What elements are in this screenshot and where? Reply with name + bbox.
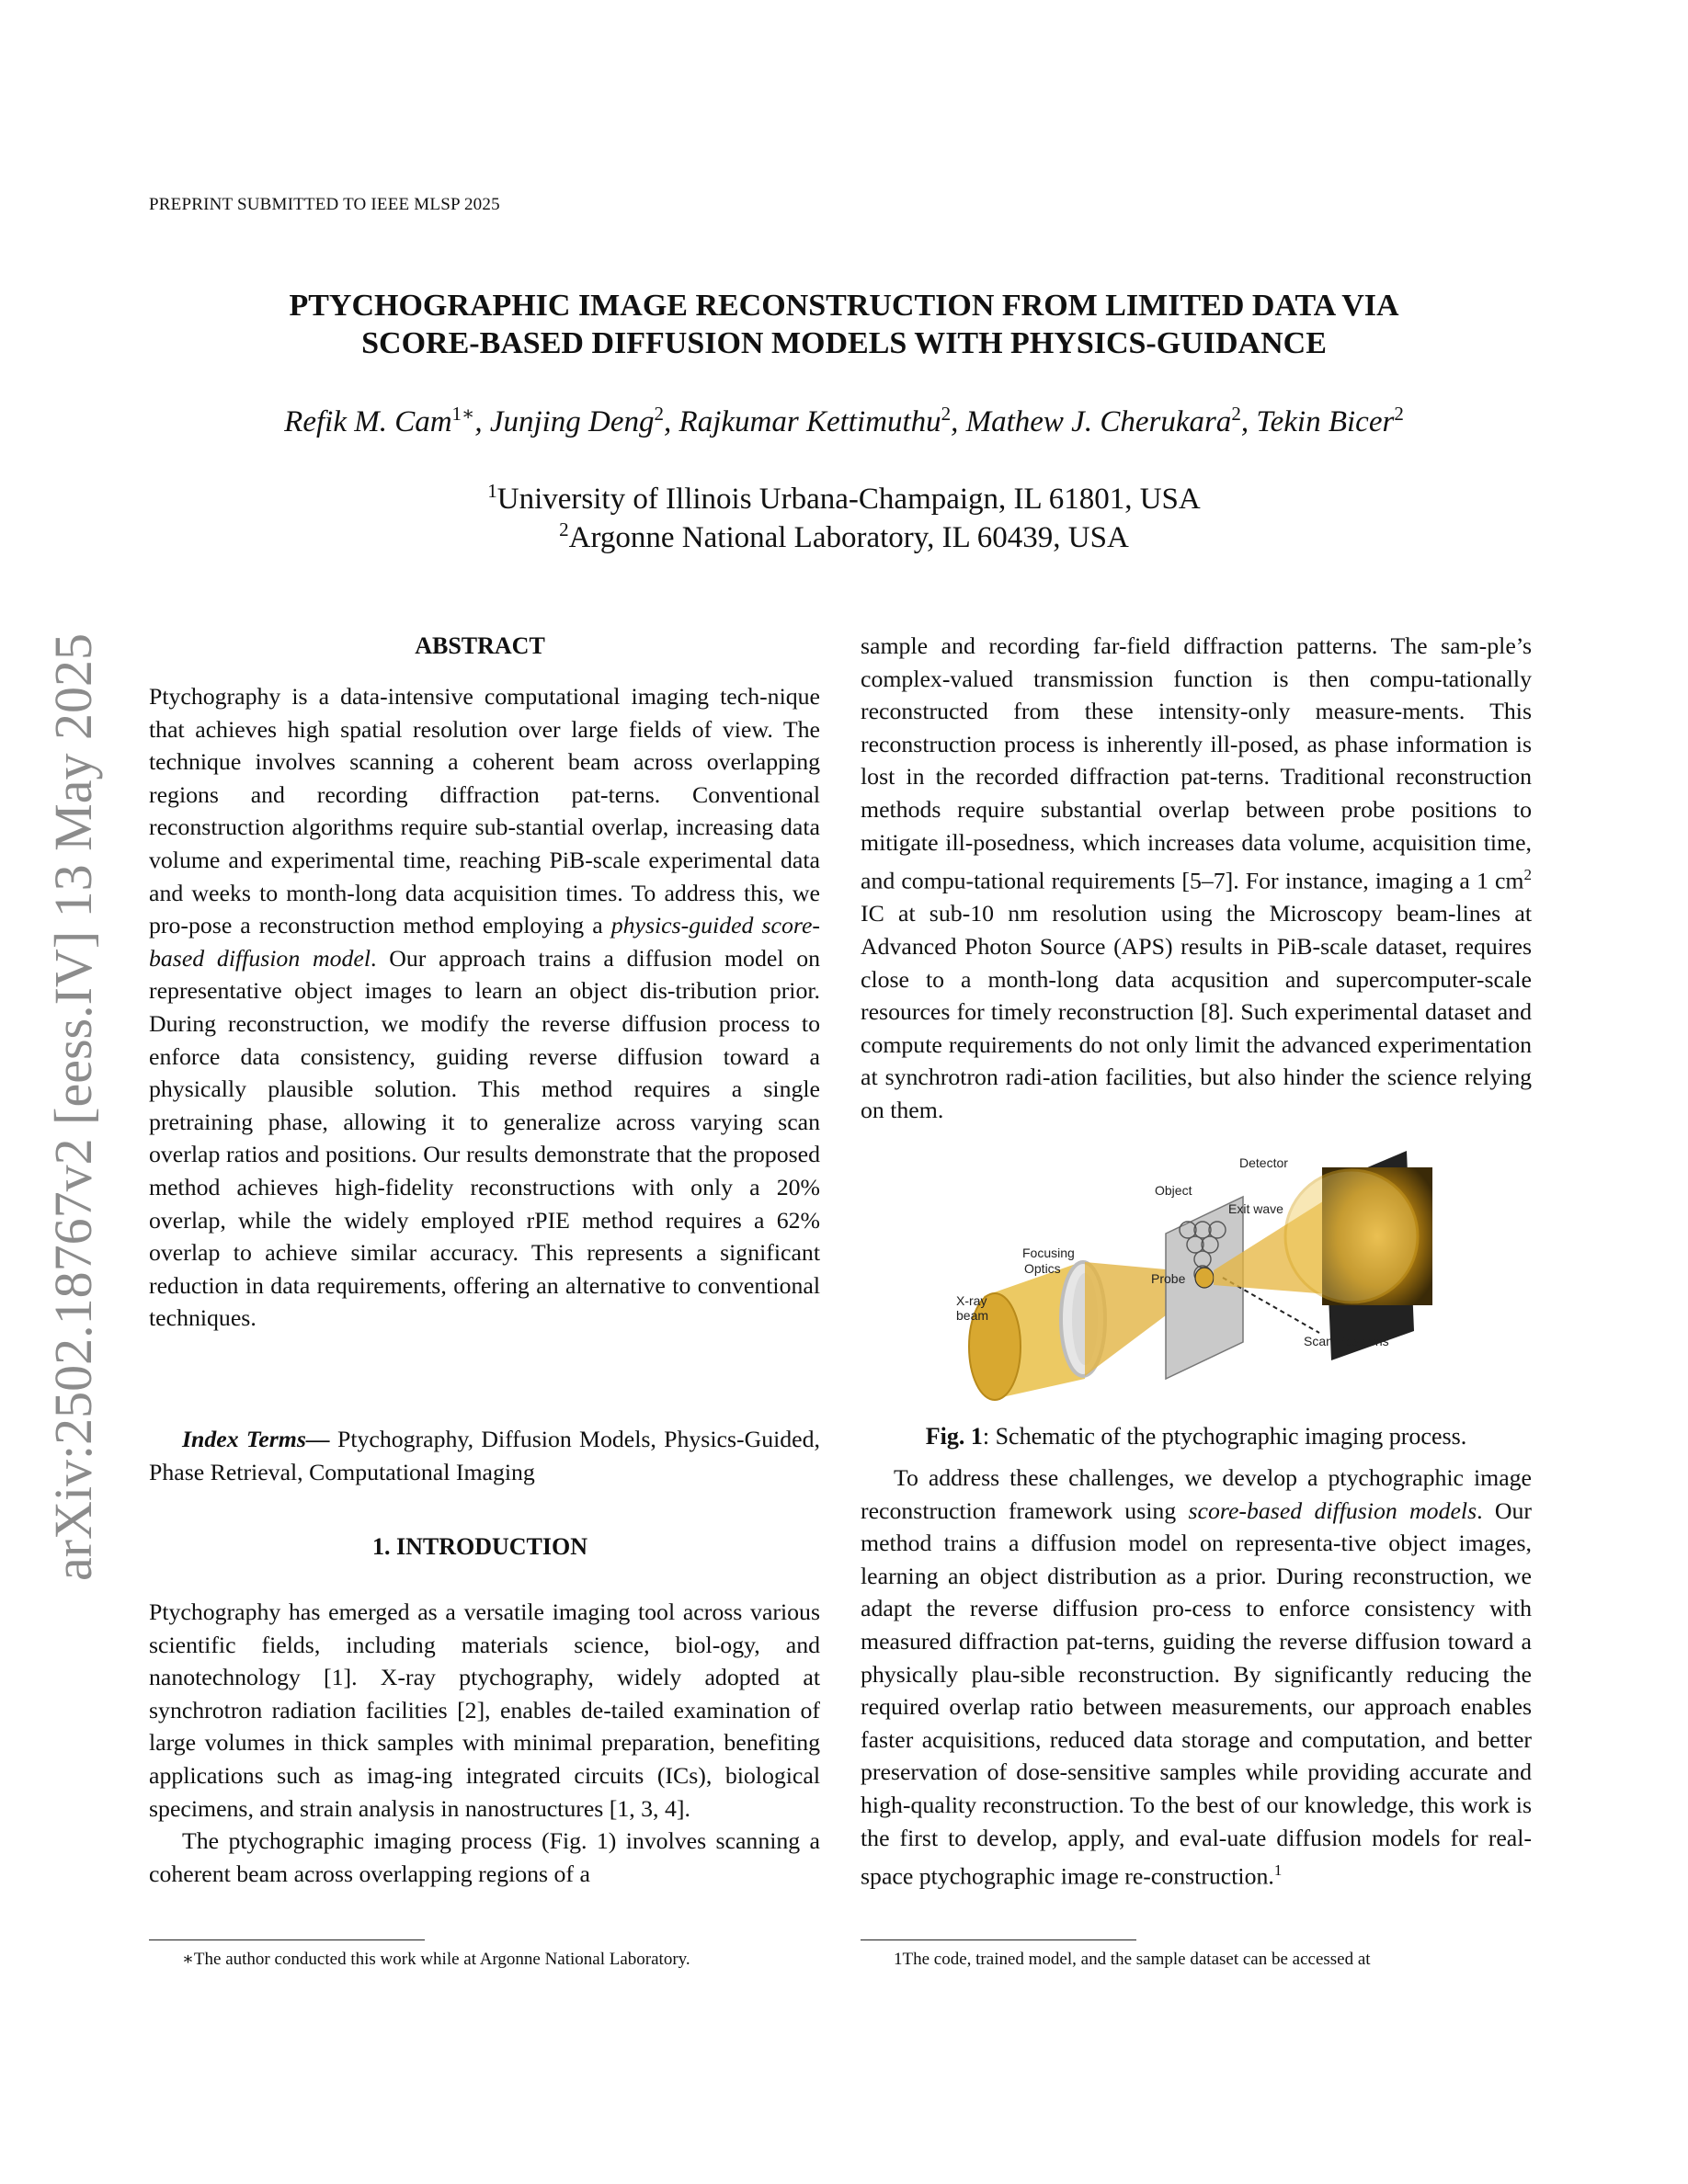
footnote-rule-right xyxy=(861,1939,1136,1940)
label-object: Object xyxy=(1155,1183,1192,1198)
index-terms xyxy=(149,1423,820,1488)
rc-p1-sup: 2 xyxy=(1523,866,1532,884)
rc-p2-a: To address these challenges, we develop a ptychographic image reconstruction framework using xyxy=(861,1464,1532,1524)
affiliation-2 xyxy=(138,518,1550,555)
author-name: Refik M. Cam xyxy=(284,405,452,438)
rc-p2-sup: 1 xyxy=(1273,1861,1283,1880)
label-probe: Probe xyxy=(1151,1271,1186,1286)
index-terms-text: Ptychography, Diffusion Models, Physics-Guided, Phase Retrieval, Computational Imaging xyxy=(149,1426,820,1485)
author-name: Junjing Deng xyxy=(489,405,655,438)
intro-heading: 1. INTRODUCTION xyxy=(371,1533,588,1560)
author-affil-mark: 2 xyxy=(1231,403,1241,425)
label-scan-positions: Scan Positions xyxy=(1304,1334,1389,1348)
figure-1-caption xyxy=(861,1423,1532,1450)
rc-p1-a: sample and recording far-field diffraction patterns. The sam-ple’s complex-valued transmission function is then compu-tationally reconstructed from these intensity-only measure-ments. This reconstruction process is inherently ill-posed, as phase information is lost in the recorded diffraction pat-terns. Traditional reconstruction methods require substantial overlap between probe positions to mitigate ill-posedness, which increases data volume, acquisition time, and compu-tational requirements [5–7]. For instance, imaging a 1 cm xyxy=(861,632,1532,894)
affiliation-text: Argonne National Laboratory, IL 60439, USA xyxy=(568,521,1129,554)
author-affil-mark: 2 xyxy=(1394,403,1404,425)
preprint-header: PREPRINT SUBMITTED TO IEEE MLSP 2025 xyxy=(149,195,500,214)
label-focusing: Focusing xyxy=(1022,1246,1075,1260)
affiliation-mark: 2 xyxy=(559,518,569,540)
author-affil-mark: 2 xyxy=(941,403,952,425)
affiliation-mark: 1 xyxy=(487,480,497,502)
rc-p2-b: . Our method trains a diffusion model on representa-tive object images, learning an object distribution as a prior. During reconstruction, we adapt the reverse diffusion pro-cess to enforce consistency with measured diffraction pat-terns, guiding the reverse diffusion toward a physically plau-sible reconstruction. By significantly reducing the required overlap ratio between measurements, our approach enables faster acquisitions, reduced data storage and computation, and better preservation of dose-sensitive samples while providing accurate and high-quality reconstruction. To the best of our knowledge, this work is the first to develop, apply, and eval-uate diffusion models for real-space ptychographic image re-construction. xyxy=(861,1496,1532,1890)
rc-p2-emphasis: score-based diffusion models xyxy=(1188,1496,1477,1524)
intro-body xyxy=(149,1596,820,1890)
title-line-1: PTYCHOGRAPHIC IMAGE RECONSTRUCTION FROM LIMITED DATA VIA xyxy=(289,289,1399,323)
author-affil-mark: 1∗ xyxy=(451,403,475,425)
label-detector: Detector xyxy=(1239,1155,1288,1170)
abstract-text-a: Ptychography is a data-intensive computational imaging tech-nique that achieves high spatial resolution over large fields of view. The technique involves scanning a coherent beam across overlapping regions and recording diffraction pat-terns. Conventional reconstruction algorithms require sub-stantial overlap, increasing data volume and experimental time, reaching PiB-scale experimental data and weeks to month-long data acquisition times. To address this, we pro-pose a reconstruction method employing a xyxy=(149,683,820,939)
index-terms-label: Index Terms— xyxy=(182,1426,330,1452)
author-name: Mathew J. Cherukara xyxy=(965,405,1232,438)
affiliation-text: University of Illinois Urbana-Champaign, IL 61801, USA xyxy=(496,483,1201,516)
author-affil-mark: 2 xyxy=(654,403,665,425)
figure-1-schematic xyxy=(947,1149,1462,1416)
caption-text: : Schematic of the ptychographic imaging process. xyxy=(982,1423,1467,1450)
intro-paragraph-1: Ptychography has emerged as a versatile imaging tool across various scientific fields, including materials science, biol-ogy, and nanotechnology [1]. X-ray ptychography, widely adopted at synchrotron radiation facilities [2], enables de-tailed examination of large volumes in thick samples with minimal preparation, benefiting applications such as imag-ing integrated circuits (ICs), biological specimens, and strain analysis in nanostructures [1, 3, 4]. xyxy=(149,1598,820,1822)
footnote-rule-left xyxy=(149,1939,425,1940)
intro-paragraph-2: The ptychographic imaging process (Fig. 1) involves scanning a coherent beam across overlapping regions of a xyxy=(149,1827,820,1887)
footnote-left: ∗The author conducted this work while at Argonne National Laboratory. xyxy=(182,1950,690,1969)
label-xray: X-ray xyxy=(956,1293,987,1308)
paper-title xyxy=(138,287,1550,362)
abstract-body xyxy=(149,680,820,1335)
right-column-paragraph-1 xyxy=(861,630,1532,1127)
author-name: Rajkumar Kettimuthu xyxy=(679,405,941,438)
detector-highlight xyxy=(1285,1170,1418,1302)
label-beam: beam xyxy=(956,1308,989,1323)
abstract-emphasis: physics-guided score-based diffusion model xyxy=(149,912,820,972)
label-optics: Optics xyxy=(1024,1261,1061,1276)
probe-spot xyxy=(1195,1268,1214,1288)
abstract-text-b: . Our approach trains a diffusion model on representative object images to learn an object dis-tribution prior. During reconstruction, we modify the reverse diffusion process to enforce data consistency, guiding reverse diffusion toward a physically plausible solution. This method requires a single pretraining phase, allowing it to generalize across varying scan overlap ratios and positions. Our results demonstrate that the proposed method achieves high-fidelity reconstructions with only a 20% overlap, while the widely employed rPIE method requires a 62% overlap to achieve similar accuracy. This represents a significant reduction in data requirements, offering an alternative to conventional techniques. xyxy=(149,944,821,1332)
footnote-right: 1The code, trained model, and the sample dataset can be accessed at xyxy=(894,1950,1371,1969)
right-column-paragraph-2 xyxy=(861,1462,1532,1893)
rc-p1-b: IC at sub-10 nm resolution using the Microscopy beam-lines at Advanced Photon Source (APS) results in PiB-scale dataset, requires close to a month-long data acqusition and supercomputer-scale resources for timely reconstruction [8]. Such experimental dataset and compute requirements do not only limit the advanced experimentation at synchrotron radi-ation facilities, but also hinder the science relying on them. xyxy=(861,900,1532,1123)
author-name: Tekin Bicer xyxy=(1256,405,1395,438)
affiliation-1 xyxy=(138,480,1550,517)
abstract-heading: ABSTRACT xyxy=(415,632,545,659)
title-line-2: SCORE-BASED DIFFUSION MODELS WITH PHYSICS-GUIDANCE xyxy=(361,326,1327,360)
label-exit-wave: Exit wave xyxy=(1228,1201,1283,1216)
caption-label: Fig. 1 xyxy=(925,1423,983,1450)
arxiv-stamp: arXiv:2502.18767v2 [eess.IV] 13 May 2025 xyxy=(43,633,103,1581)
author-list: Refik M. Cam$^{1∗}$, Junjing Deng$^2$, Rajkumar Kettimuthu$^2$, Mathew J. Cherukara$^2$, Tekin Bicer$^2$ xyxy=(284,403,1404,438)
